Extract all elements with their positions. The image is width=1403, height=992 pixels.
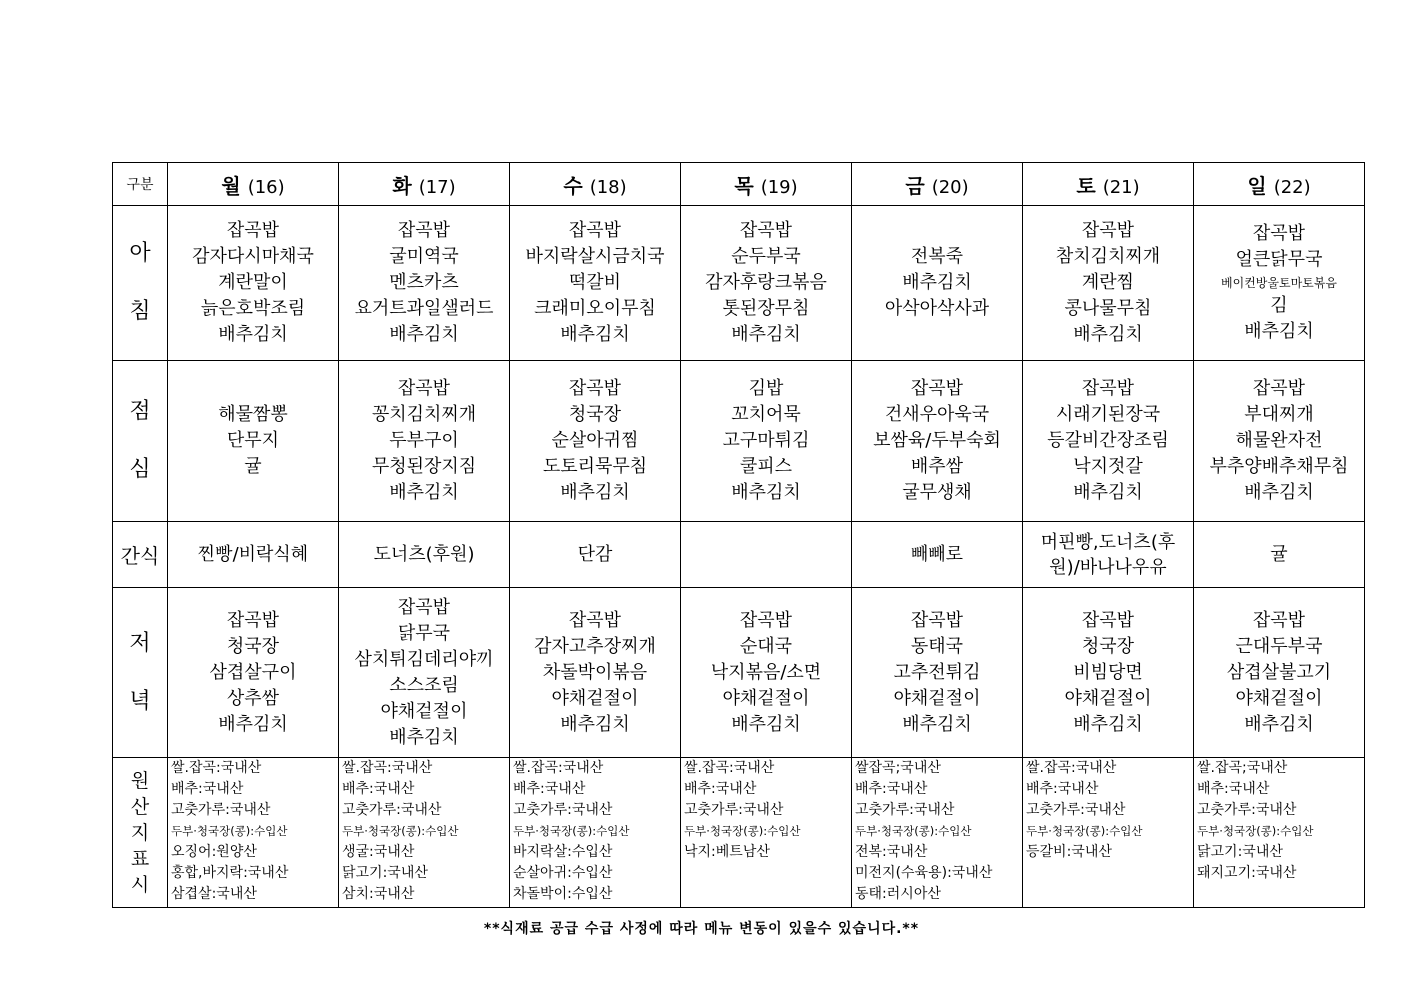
menu-item: 늙은호박조림 <box>200 298 306 319</box>
origin-item: 순살아귀:수입산 <box>513 865 613 881</box>
menu-item: 배추김치 <box>218 713 288 735</box>
origin-item: 고춧가루:국내산 <box>342 802 442 818</box>
day-header-mon: 월 (16) <box>168 163 339 206</box>
menu-item: 등갈비간장조림 <box>1047 430 1169 451</box>
menu-item: 야채겉절이 <box>551 687 639 709</box>
menu-item: 잡곡밥 <box>1252 223 1306 244</box>
menu-item: 해물짬뽕 <box>218 404 288 425</box>
snack-item: 찐빵/비락식혜 <box>197 544 309 565</box>
origin-item: 오징어:원양산 <box>171 844 257 860</box>
menu-item: 배추김치 <box>218 324 288 345</box>
menu-item: 청국장 <box>568 404 622 425</box>
origin-item: 삼치:국내산 <box>342 886 415 902</box>
menu-item: 건새우아욱국 <box>884 404 990 425</box>
snack-cell-fri <box>852 522 1023 588</box>
menu-item: 귤 <box>244 456 262 477</box>
menu-item: 잡곡밥 <box>226 220 280 241</box>
menu-item: 잡곡밥 <box>568 378 622 399</box>
menu-item: 배추쌈 <box>910 456 964 477</box>
lunch-cell-fri <box>852 361 1023 522</box>
menu-item: 배추김치 <box>902 272 972 293</box>
origin-item: 배추:국내산 <box>1026 781 1099 797</box>
menu-item: 배추김치 <box>731 482 801 503</box>
day-header-wed: 수 (18) <box>510 163 681 206</box>
menu-item: 고추전튀김 <box>893 661 981 683</box>
origin-item: 쌀.잡곡:국내산 <box>171 760 262 776</box>
origin-item: 등갈비:국내산 <box>1026 844 1112 860</box>
menu-item: 잡곡밥 <box>397 220 451 241</box>
menu-item: 꼬치어묵 <box>731 404 801 425</box>
menu-item: 요거트과일샐러드 <box>354 298 494 319</box>
menu-item: 베이컨방울토마토볶음 <box>1221 276 1337 290</box>
menu-item: 잡곡밥 <box>568 220 622 241</box>
dinner-cell-sat <box>1023 588 1194 758</box>
menu-item: 야채겉절이 <box>1235 687 1323 709</box>
breakfast-cell-tue <box>339 206 510 361</box>
lunch-cell-mon <box>168 361 339 522</box>
menu-item: 야채겉절이 <box>722 687 810 709</box>
origin-cell-tue <box>339 758 510 908</box>
lunch-row <box>113 361 1365 522</box>
origin-item: 고춧가루:국내산 <box>1197 802 1297 818</box>
menu-item: 단무지 <box>226 430 280 451</box>
menu-item: 김 <box>1270 295 1288 316</box>
origin-item: 배추:국내산 <box>513 781 586 797</box>
menu-item: 야채겉절이 <box>1064 687 1152 709</box>
lunch-cell-thu <box>681 361 852 522</box>
menu-item: 낙지볶음/소면 <box>710 661 822 683</box>
breakfast-cell-fri <box>852 206 1023 361</box>
snack-item: 원)/바나나우유 <box>1049 556 1167 578</box>
dinner-cell-tue <box>339 588 510 758</box>
menu-item: 상추쌈 <box>226 687 280 709</box>
menu-item: 전복죽 <box>910 246 964 267</box>
dinner-cell-wed <box>510 588 681 758</box>
menu-item: 계란말이 <box>218 272 288 293</box>
breakfast-row <box>113 206 1365 361</box>
lunch-cell-sat <box>1023 361 1194 522</box>
breakfast-cell-sun <box>1194 206 1365 361</box>
menu-item: 꽁치김치찌개 <box>371 404 477 425</box>
day-header-tue: 화 (17) <box>339 163 510 206</box>
menu-item: 배추김치 <box>560 324 630 345</box>
menu-item: 부추양배추채무침 <box>1209 456 1349 477</box>
origin-cell-sun <box>1194 758 1365 908</box>
menu-item: 닭무국 <box>397 622 451 644</box>
menu-change-notice: **식재료 공급 수급 사정에 따라 메뉴 변동이 있을수 있습니다.** <box>483 921 920 937</box>
menu-item: 잡곡밥 <box>1081 378 1135 399</box>
menu-item: 톳된장무침 <box>722 298 810 319</box>
menu-item: 잡곡밥 <box>226 609 280 631</box>
origin-item: 두부·청국장(콩):수입산 <box>1026 824 1143 838</box>
origin-item: 쌀잡곡;국내산 <box>855 760 941 776</box>
menu-item: 야채겉절이 <box>893 687 981 709</box>
origin-item: 동태:러시아산 <box>855 886 941 902</box>
menu-item: 순살아귀찜 <box>551 430 639 451</box>
menu-item: 순대국 <box>739 635 793 657</box>
menu-item: 도토리묵무침 <box>542 456 648 477</box>
lunch-label: 점 심 <box>113 361 168 522</box>
menu-item: 배추김치 <box>1244 321 1314 342</box>
lunch-cell-tue <box>339 361 510 522</box>
origin-item: 차돌박이:수입산 <box>513 886 613 902</box>
lunch-cell-wed <box>510 361 681 522</box>
snack-cell-sat <box>1023 522 1194 588</box>
menu-item: 떡갈비 <box>568 272 622 293</box>
snack-cell-tue <box>339 522 510 588</box>
menu-item: 배추김치 <box>560 482 630 503</box>
menu-item: 청국장 <box>1081 635 1135 657</box>
origin-item: 배추:국내산 <box>342 781 415 797</box>
origin-item: 고춧가루:국내산 <box>684 802 784 818</box>
menu-item: 삼치튀김데리야끼 <box>354 648 494 670</box>
menu-item: 잡곡밥 <box>739 609 793 631</box>
menu-item: 순두부국 <box>731 246 801 267</box>
breakfast-cell-sat <box>1023 206 1194 361</box>
menu-item: 배추김치 <box>1073 324 1143 345</box>
origin-row <box>113 758 1365 908</box>
origin-item: 고춧가루:국내산 <box>855 802 955 818</box>
menu-item: 삼겹살구이 <box>209 661 297 683</box>
origin-cell-fri <box>852 758 1023 908</box>
menu-item: 배추김치 <box>560 713 630 735</box>
origin-item: 쌀.잡곡;국내산 <box>1197 760 1288 776</box>
origin-item: 바지락살:수입산 <box>513 844 613 860</box>
origin-label: 원 산 지 표 시 <box>113 758 168 908</box>
breakfast-cell-wed <box>510 206 681 361</box>
menu-item: 얼큰닭무국 <box>1235 249 1323 270</box>
origin-item: 두부·청국장(콩):수입산 <box>171 824 288 838</box>
snack-cell-thu <box>681 522 852 588</box>
snack-item: 도너츠(후원) <box>373 544 475 565</box>
header-label: 구분 <box>113 163 168 206</box>
origin-cell-wed <box>510 758 681 908</box>
origin-item: 미전지(수육용):국내산 <box>855 865 993 881</box>
origin-item: 쌀.잡곡:국내산 <box>513 760 604 776</box>
menu-item: 멘츠카츠 <box>389 272 459 293</box>
menu-item: 동태국 <box>910 635 964 657</box>
menu-item: 잡곡밥 <box>739 220 793 241</box>
menu-item: 감자고추장찌개 <box>534 635 656 657</box>
menu-item: 무청된장지짐 <box>371 456 477 477</box>
snack-cell-wed <box>510 522 681 588</box>
origin-item: 쌀.잡곡:국내산 <box>342 760 433 776</box>
menu-item: 배추김치 <box>1244 482 1314 503</box>
snack-item: 머핀빵,도너츠(후 <box>1040 531 1176 553</box>
origin-item: 배추:국내산 <box>855 781 928 797</box>
origin-item: 두부·청국장(콩):수입산 <box>1197 824 1314 838</box>
origin-cell-thu <box>681 758 852 908</box>
menu-item: 차돌박이볶음 <box>542 661 648 683</box>
menu-item: 잡곡밥 <box>1252 378 1306 399</box>
origin-item: 배추:국내산 <box>684 781 757 797</box>
menu-item: 잡곡밥 <box>910 609 964 631</box>
menu-item: 배추김치 <box>731 324 801 345</box>
origin-item: 쌀.잡곡:국내산 <box>1026 760 1117 776</box>
snack-cell-mon <box>168 522 339 588</box>
dinner-row <box>113 588 1365 758</box>
origin-cell-mon <box>168 758 339 908</box>
menu-item: 콩나물무침 <box>1064 298 1152 319</box>
origin-item: 고춧가루:국내산 <box>513 802 613 818</box>
menu-item: 쿨피스 <box>739 456 793 477</box>
snack-label: 간식 <box>113 522 168 588</box>
origin-item: 두부·청국장(콩):수입산 <box>513 824 630 838</box>
menu-item: 감자후랑크볶음 <box>705 272 827 293</box>
origin-item: 두부·청국장(콩):수입산 <box>855 824 972 838</box>
day-header-sat: 토 (21) <box>1023 163 1194 206</box>
origin-item: 돼지고기:국내산 <box>1197 865 1297 881</box>
menu-item: 배추김치 <box>1244 713 1314 735</box>
origin-item: 두부·청국장(콩):수입산 <box>684 824 801 838</box>
dinner-cell-thu <box>681 588 852 758</box>
lunch-cell-sun <box>1194 361 1365 522</box>
menu-item: 두부구이 <box>389 430 459 451</box>
day-header-sun: 일 (22) <box>1194 163 1365 206</box>
weekly-menu-table <box>112 162 1365 908</box>
origin-item: 닭고기:국내산 <box>342 865 428 881</box>
origin-item: 배추:국내산 <box>1197 781 1270 797</box>
menu-item: 배추김치 <box>902 713 972 735</box>
menu-item: 잡곡밥 <box>568 609 622 631</box>
menu-item: 잡곡밥 <box>1252 609 1306 631</box>
menu-item: 계란찜 <box>1081 272 1135 293</box>
snack-cell-sun <box>1194 522 1365 588</box>
dinner-label: 저 녁 <box>113 588 168 758</box>
day-header-fri: 금 (20) <box>852 163 1023 206</box>
origin-item: 배추:국내산 <box>171 781 244 797</box>
menu-item: 고구마튀김 <box>722 430 810 451</box>
day-header-thu: 목 (19) <box>681 163 852 206</box>
menu-item: 배추김치 <box>389 324 459 345</box>
snack-item: 귤 <box>1270 544 1288 565</box>
origin-item: 쌀.잡곡:국내산 <box>684 760 775 776</box>
menu-item: 청국장 <box>226 635 280 657</box>
menu-item: 잡곡밥 <box>397 596 451 618</box>
dinner-cell-sun <box>1194 588 1365 758</box>
snack-item: 단감 <box>577 544 613 565</box>
origin-cell-sat <box>1023 758 1194 908</box>
origin-item: 고춧가루:국내산 <box>171 802 271 818</box>
menu-item: 소스조림 <box>389 674 459 696</box>
breakfast-cell-thu <box>681 206 852 361</box>
menu-item: 근대두부국 <box>1235 635 1323 657</box>
menu-item: 잡곡밥 <box>910 378 964 399</box>
menu-item: 잡곡밥 <box>1081 220 1135 241</box>
snack-row <box>113 522 1365 588</box>
menu-item: 아삭아삭사과 <box>884 298 990 319</box>
origin-item: 두부·청국장(콩):수입산 <box>342 824 459 838</box>
menu-item: 배추김치 <box>731 713 801 735</box>
menu-item: 야채겉절이 <box>380 700 468 722</box>
menu-item: 부대찌개 <box>1244 404 1314 425</box>
menu-item: 보쌈육/두부숙회 <box>873 430 1001 451</box>
menu-item: 굴무생채 <box>902 482 972 503</box>
origin-item: 전복:국내산 <box>855 844 928 860</box>
menu-item: 삼겹살불고기 <box>1226 661 1332 683</box>
menu-item: 시래기된장국 <box>1055 404 1161 425</box>
menu-item: 배추김치 <box>389 726 459 748</box>
breakfast-label: 아 침 <box>113 206 168 361</box>
origin-item: 낙지:베트남산 <box>684 844 770 860</box>
origin-item: 닭고기:국내산 <box>1197 844 1283 860</box>
dinner-cell-mon <box>168 588 339 758</box>
menu-item: 참치김치찌개 <box>1055 246 1161 267</box>
header-row <box>113 163 1365 206</box>
menu-item: 비빔당면 <box>1073 661 1143 683</box>
snack-item: 빼빼로 <box>910 544 964 565</box>
menu-item: 잡곡밥 <box>1081 609 1135 631</box>
menu-item: 배추김치 <box>389 482 459 503</box>
menu-item: 해물완자전 <box>1235 430 1323 451</box>
menu-item: 잡곡밥 <box>397 378 451 399</box>
menu-item: 굴미역국 <box>389 246 459 267</box>
menu-item: 배추김치 <box>1073 482 1143 503</box>
origin-item: 홍합,바지락:국내산 <box>171 865 289 881</box>
origin-item: 삼겹살:국내산 <box>171 886 257 902</box>
menu-item: 낙지젓갈 <box>1073 456 1143 477</box>
menu-item: 바지락살시금치국 <box>525 246 665 267</box>
dinner-cell-fri <box>852 588 1023 758</box>
menu-item: 배추김치 <box>1073 713 1143 735</box>
origin-item: 고춧가루:국내산 <box>1026 802 1126 818</box>
origin-item: 생굴:국내산 <box>342 844 415 860</box>
menu-item: 크래미오이무침 <box>534 298 656 319</box>
menu-item: 김밥 <box>748 378 784 399</box>
menu-item: 감자다시마채국 <box>192 246 314 267</box>
breakfast-cell-mon <box>168 206 339 361</box>
